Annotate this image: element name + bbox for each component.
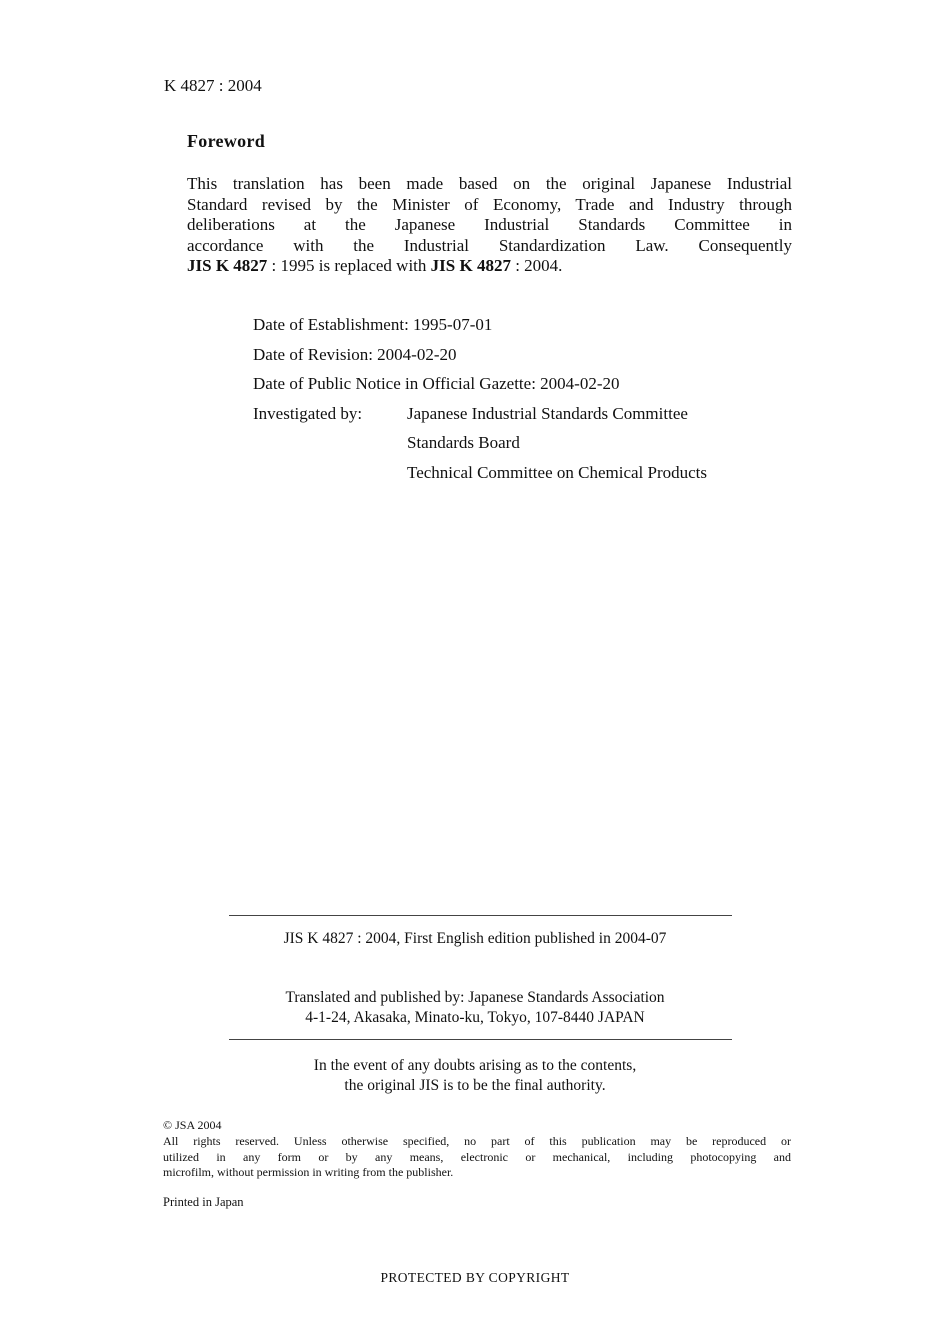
date-public-notice: Date of Public Notice in Official Gazette: 2004-02-20 [253, 374, 620, 393]
foreword-line: deliberations at the Japanese Industrial Standards Committee in [187, 215, 792, 235]
investigated-board: Standards Board [407, 433, 520, 452]
foreword-line: Standard revised by the Minister of Economy, Trade and Industry through [187, 194, 792, 214]
authority-line-2: the original JIS is to be the final authority. [344, 1077, 606, 1094]
foreword-line: This translation has been made based on the original Japanese Industrial [187, 174, 792, 193]
copyright-block [163, 1118, 791, 1181]
replacement-year: : 2004. [510, 256, 563, 276]
edition-line: JIS K 4827 : 2004, First English edition published in 2004-07 [283, 930, 667, 947]
foreword-paragraph [187, 174, 792, 277]
divider-rule [229, 915, 732, 916]
copyright-line: microfilm, without permission in writing from the publisher. [163, 1165, 454, 1180]
publisher-line: Translated and published by: Japanese Standards Association [285, 989, 665, 1006]
investigated-label: Investigated by: [253, 403, 363, 423]
authority-line-1: In the event of any doubts arising as to the contents, [313, 1057, 637, 1074]
foreword-title: Foreword [187, 131, 266, 151]
date-revision: Date of Revision: 2004-02-20 [253, 344, 457, 364]
investigated-technical-committee: Technical Committee on Chemical Products [407, 462, 708, 482]
copyright-line: utilized in any form or by any means, electronic or mechanical, including photocopying and [163, 1149, 791, 1164]
foreword-line: accordance with the Industrial Standardization Law. Consequently [187, 235, 792, 255]
copyright-line: All rights reserved. Unless otherwise specified, no part of this publication may be reproduced or [163, 1133, 791, 1148]
copyright-notice: © JSA 2004 [163, 1118, 222, 1132]
document-code: K 4827 : 2004 [164, 76, 262, 95]
footer-protected: PROTECTED BY COPYRIGHT [380, 1270, 570, 1285]
replacement-text: : 1995 is replaced with [267, 256, 431, 276]
printed-in: Printed in Japan [163, 1195, 244, 1209]
foreword-last-line [187, 256, 792, 277]
divider-rule [229, 1039, 732, 1040]
standard-number: JIS K 4827 [187, 256, 268, 276]
standard-number: JIS K 4827 [430, 256, 511, 276]
publisher-address: 4-1-24, Akasaka, Minato-ku, Tokyo, 107-8440 JAPAN [305, 1009, 645, 1026]
date-establishment: Date of Establishment: 1995-07-01 [253, 315, 493, 334]
investigated-committee: Japanese Industrial Standards Committee [407, 403, 688, 423]
